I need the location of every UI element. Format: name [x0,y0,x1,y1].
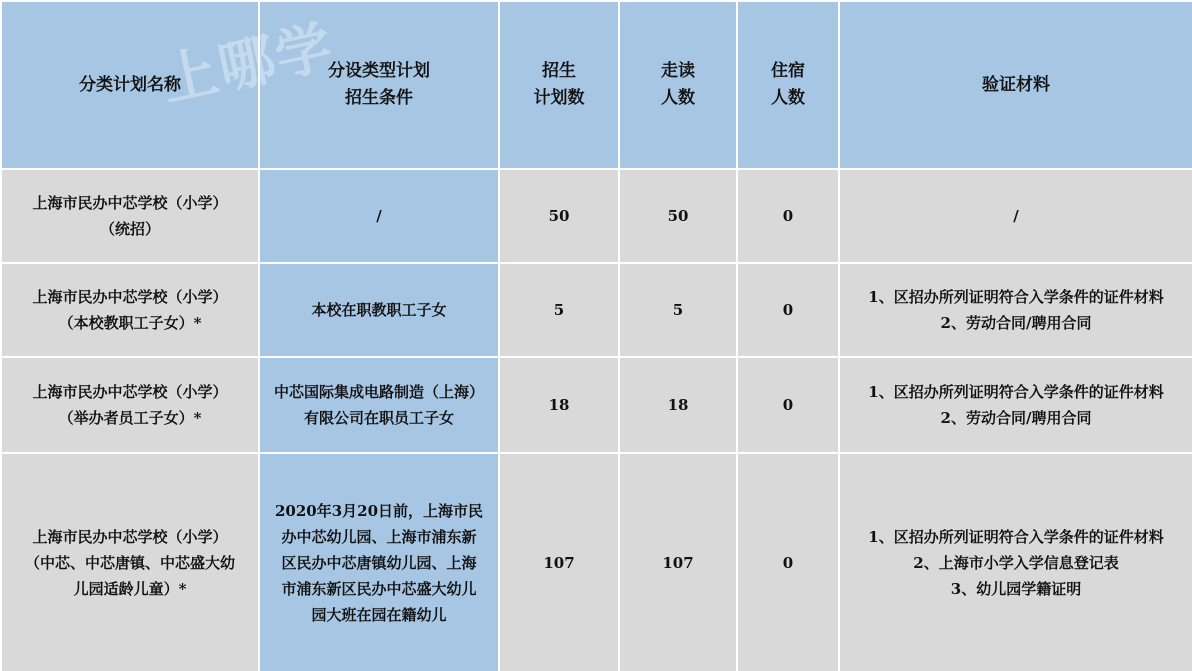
row-plan-count: 107 [499,453,619,671]
row-name: 上海市民办中芯学校（小学） （统招） [1,169,259,263]
row-name: 上海市民办中芯学校（小学） （本校教职工子女）* [1,263,259,357]
table-header-row [1,1,1192,169]
row-name: 上海市民办中芯学校（小学） （中芯、中芯唐镇、中芯盛大幼 儿园适龄儿童）* [1,453,259,671]
header-day-students: 走读 人数 [619,1,737,169]
row-name: 上海市民办中芯学校（小学） （举办者员工子女）* [1,357,259,453]
row-day-students: 107 [619,453,737,671]
row-plan-count: 50 [499,169,619,263]
row-boarding-students: 0 [737,357,839,453]
row-condition: / [259,169,499,263]
row-condition: 本校在职教职工子女 [259,263,499,357]
header-name: 分类计划名称 [1,1,259,169]
watermark: 上哪学 [156,14,340,115]
row-condition: 2020年3月20日前，上海市民 办中芯幼儿园、上海市浦东新 区民办中芯唐镇幼儿园、上海 市浦东新区民办中芯盛大幼儿 园大班在园在籍幼儿 [259,453,499,671]
row-materials: / [839,169,1192,263]
row-day-students: 5 [619,263,737,357]
header-materials: 验证材料 [839,1,1192,169]
row-boarding-students: 0 [737,453,839,671]
row-day-students: 18 [619,357,737,453]
row-boarding-students: 0 [737,169,839,263]
header-condition: 分设类型计划 招生条件 [259,1,499,169]
row-boarding-students: 0 [737,263,839,357]
row-plan-count: 5 [499,263,619,357]
row-condition: 中芯国际集成电路制造（上海） 有限公司在职员工子女 [259,357,499,453]
header-boarding-students: 住宿 人数 [737,1,839,169]
row-materials: 1、区招办所列证明符合入学条件的证件材料 2、劳动合同/聘用合同 [839,357,1192,453]
row-materials: 1、区招办所列证明符合入学条件的证件材料 2、劳动合同/聘用合同 [839,263,1192,357]
header-plan-count: 招生 计划数 [499,1,619,169]
row-materials: 1、区招办所列证明符合入学条件的证件材料 2、上海市小学入学信息登记表 3、幼儿园学籍证明 [839,453,1192,671]
row-plan-count: 18 [499,357,619,453]
row-day-students: 50 [619,169,737,263]
table-row [1,357,1192,453]
table-row [1,263,1192,357]
table-row [1,453,1192,671]
table-row [1,169,1192,263]
